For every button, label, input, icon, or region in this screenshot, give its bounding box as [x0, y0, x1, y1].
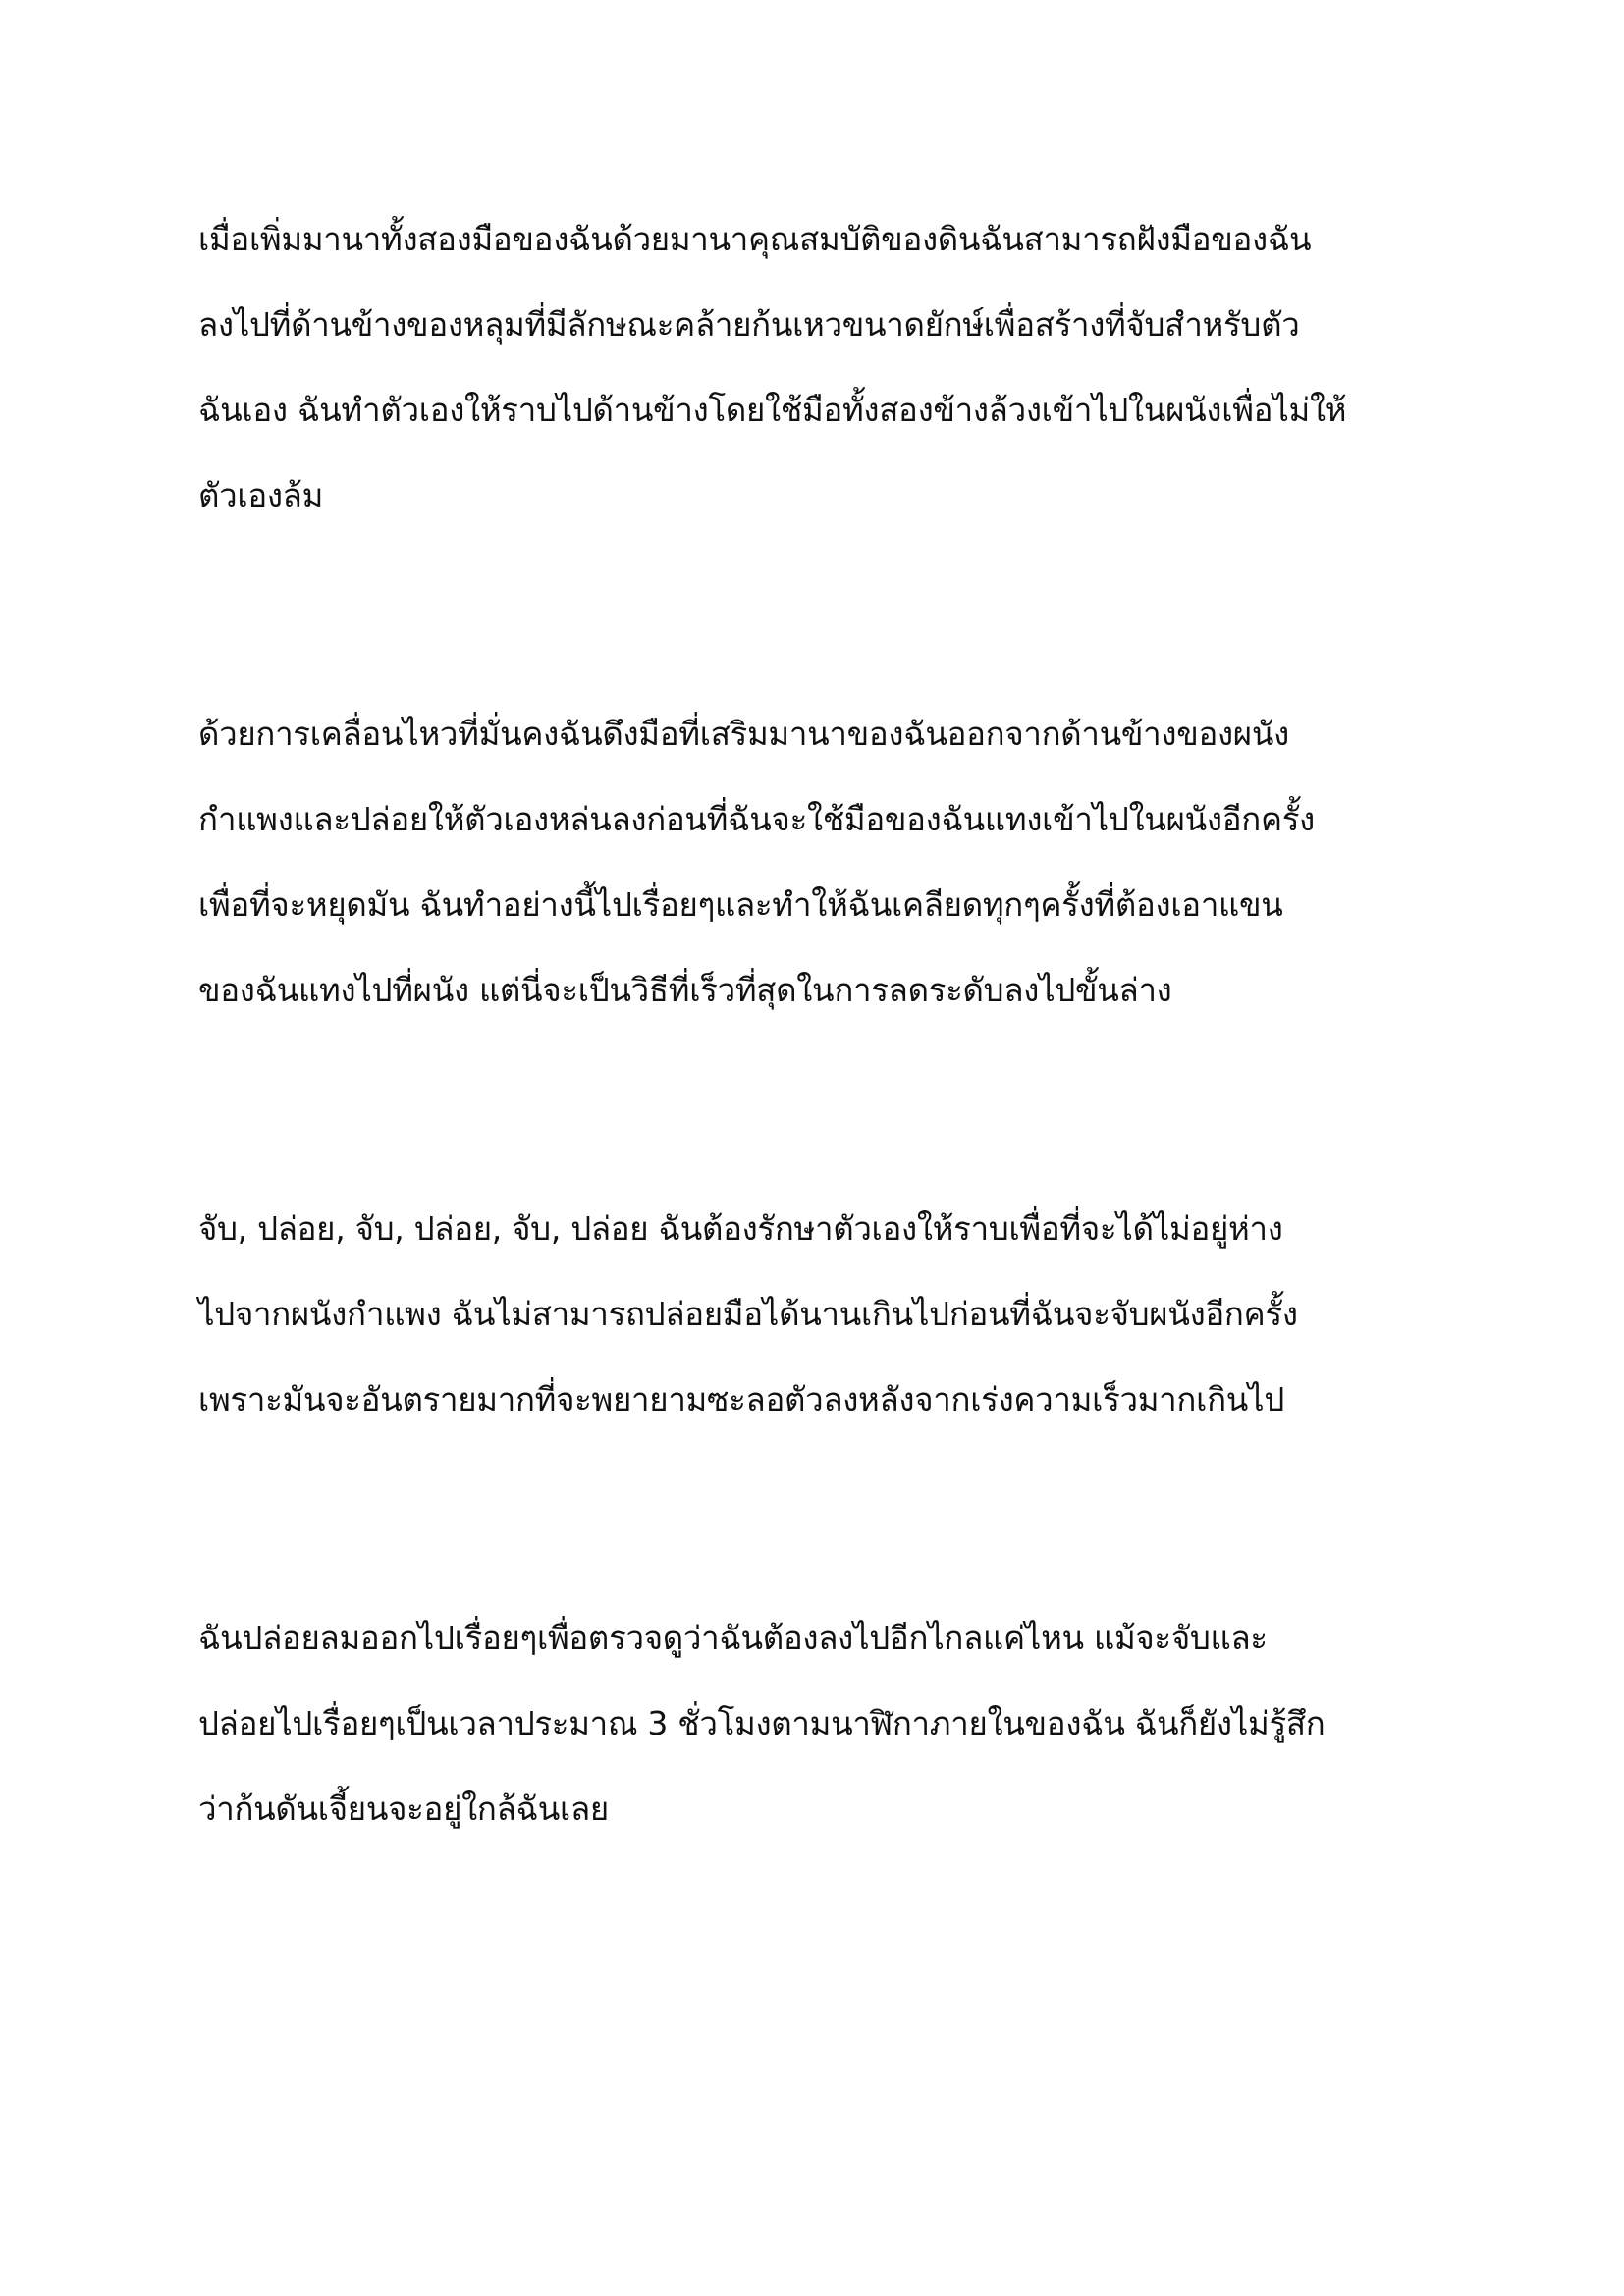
text-line: ฉันเอง ฉันทำตัวเองให้ราบไปด้านข้างโดยใช้มือทั้งสองข้างล้วงเข้าไปในผนังเพื่อไม่ให้ [198, 391, 1347, 429]
paragraph-3 [198, 1186, 1435, 1442]
text-line: ด้วยการเคลื่อนไหวที่มั่นคงฉันดึงมือที่เสริมมานาของฉันออกจากด้านข้างของผนัง [198, 715, 1289, 753]
text-line: เพื่อที่จะหยุดมัน ฉันทำอย่างนี้ไปเรื่อยๆและทำให้ฉันเคลียดทุกๆครั้งที่ต้องเอาแขน [198, 885, 1283, 924]
paragraph-1 [198, 196, 1435, 538]
text-line: ฉันปล่อยลมออกไปเรื่อยๆเพื่อตรวจดูว่าฉันต้องลงไปอีกไกลแค่ไหน แม้จะจับและ [198, 1619, 1268, 1657]
document-body [198, 196, 1435, 1851]
paragraph-2 [198, 691, 1435, 1033]
text-line: ของฉันแทงไปที่ผนัง แต่นี่จะเป็นวิธีที่เร็วที่สุดในการลดระดับลงไปขั้นล่าง [198, 971, 1172, 1009]
paragraph-spacer [198, 1033, 1435, 1186]
text-line: จับ, ปล่อย, จับ, ปล่อย, จับ, ปล่อย ฉันต้องรักษาตัวเองให้ราบเพื่อที่จะได้ไม่อยู่ห่าง [198, 1209, 1283, 1248]
text-line: ตัวเองล้ม [198, 476, 324, 514]
paragraph-spacer [198, 1442, 1435, 1595]
paragraph-4 [198, 1595, 1435, 1851]
text-line: ไปจากผนังกำแพง ฉันไม่สามารถปล่อยมือได้นานเกินไปก่อนที่ฉันจะจับผนังอีกครั้ง [198, 1295, 1298, 1333]
paragraph-spacer [198, 538, 1435, 691]
text-line: เมื่อเพิ่มมานาทั้งสองมือของฉันด้วยมานาคุณสมบัติของดินฉันสามารถฝังมือของฉัน [198, 220, 1312, 258]
text-line: กำแพงและปล่อยให้ตัวเองหล่นลงก่อนที่ฉันจะใช้มือของฉันแทงเข้าไปในผนังอีกครั้ง [198, 800, 1315, 838]
text-line: ปล่อยไปเรื่อยๆเป็นเวลาประมาณ 3 ชั่วโมงตามนาฬิกาภายในของฉัน ฉันก็ยังไม่รู้สึก [198, 1704, 1326, 1742]
text-line: ลงไปที่ด้านข้างของหลุมที่มีลักษณะคล้ายก้นเหวขนาดยักษ์เพื่อสร้างที่จับสำหรับตัว [198, 305, 1300, 344]
text-line: เพราะมันจะอันตรายมากที่จะพยายามซะลอตัวลงหลังจากเร่งความเร็วมากเกินไป [198, 1380, 1284, 1418]
text-line: ว่าก้นดันเจี้ยนจะอยู่ใกล้ฉันเลย [198, 1789, 609, 1828]
